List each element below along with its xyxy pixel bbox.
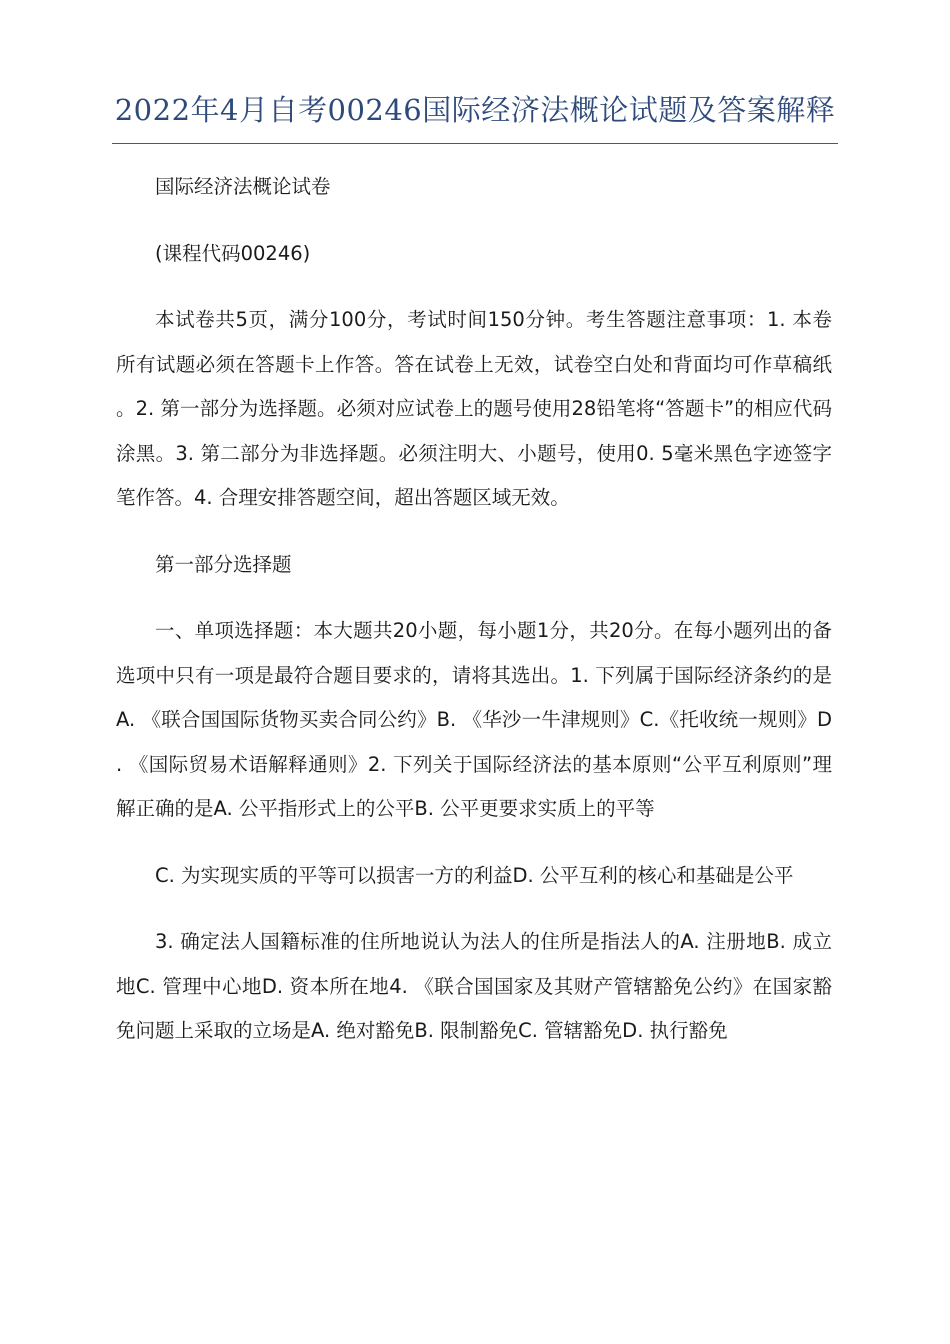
exam-instructions-paragraph: 本试卷共5页，满分100分，考试时间150分钟。考生答题注意事项：1. 本卷所有试题必须在答题卡上作答。答在试卷上无效，试卷空白处和背面均可作草稿纸。2. 第一部分为选择题。必须对应试卷上的题号使用28铅笔将“答题卡”的相应代码涂黑。3. 第二部分为非选择题。必须注明大、小题号，使用0. 5毫米黑色字迹签字笔作答。4. 合理安排答题空间，超出答题区域无效。 — [116, 308, 832, 509]
question-paragraph: 3. 确定法人国籍标准的住所地说认为法人的住所是指法人的A. 注册地B. 成立地C. 管理中心地D. 资本所在地4. 《联合国国家及其财产管辖豁免公约》在国家豁免问题上采取的立场是A. 绝对豁免B. 限制豁免C. 管辖豁免D. 执行豁免 — [116, 930, 832, 1042]
document-title: 2022年4月自考00246国际经济法概论试题及答案解释 — [114, 93, 836, 127]
question-paragraph: 一、单项选择题：本大题共20小题，每小题1分，共20分。在每小题列出的备选项中只有一项是最符合题目要求的，请将其选出。1. 下列属于国际经济条约的是A. 《联合国国际货物买卖合同公约》B. 《华沙一牛津规则》C.《托收统一规则》D. 《国际贸易术语解释通则》2. 下列关于国际经济法的基本原则“公平互利原则”理解正确的是A. 公平指形式上的公平B. 公平更要求实质上的平等 — [116, 619, 832, 820]
course-code-paragraph: (课程代码00246) — [155, 241, 311, 265]
section-heading: 第一部分选择题 — [155, 552, 292, 576]
title-divider — [112, 143, 838, 144]
question-paragraph: C. 为实现实质的平等可以损害一方的利益D. 公平互利的核心和基础是公平 — [155, 863, 794, 887]
paper-name-paragraph: 国际经济法概论试卷 — [155, 175, 331, 198]
document-body — [116, 165, 832, 1076]
